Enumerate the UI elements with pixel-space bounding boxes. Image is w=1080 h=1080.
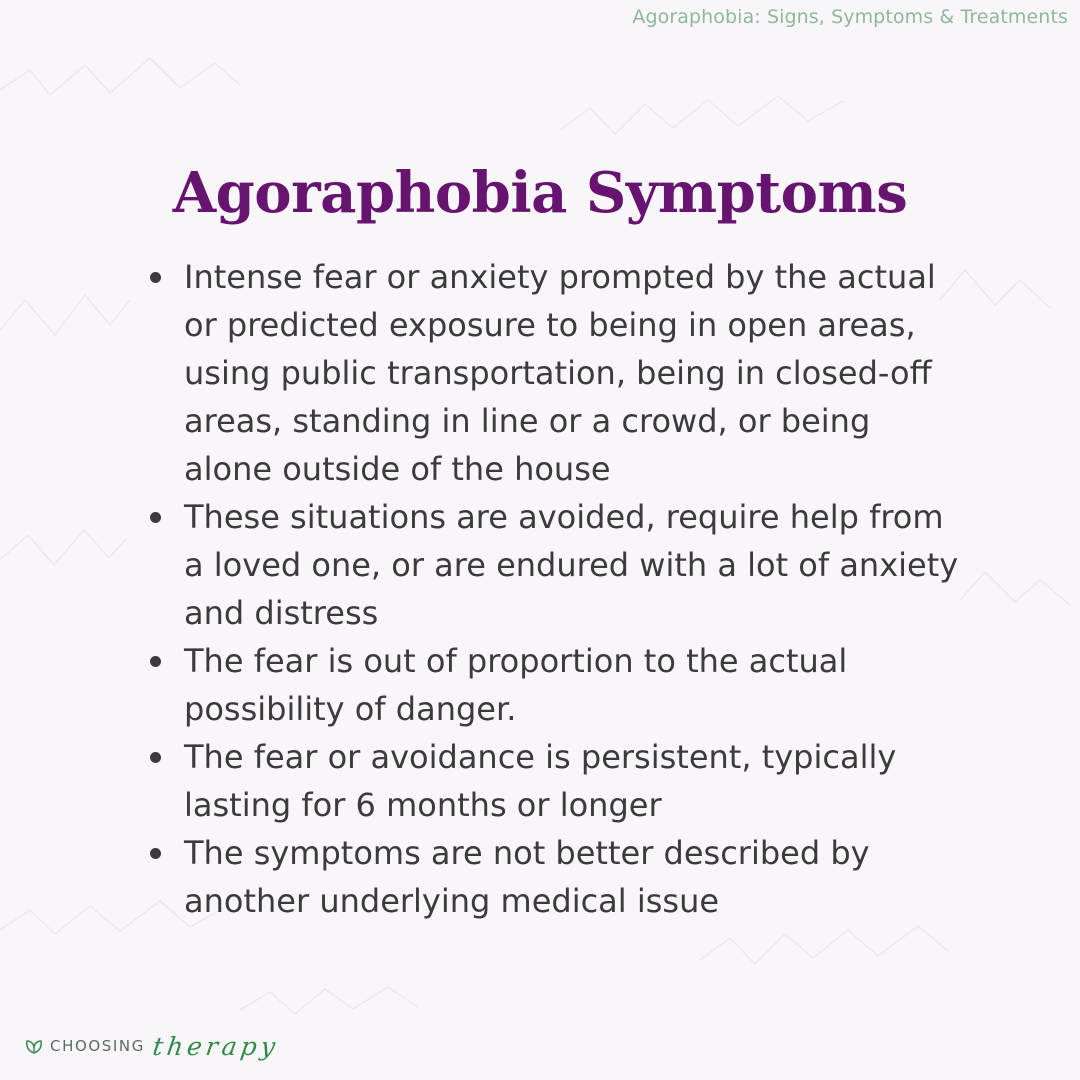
list-item-text: Intense fear or anxiety prompted by the actual or predicted exposure to being in open areas, using public transportation, being in closed-off areas, standing in line or a crowd, or being alone outside of the house [184,258,936,488]
list-item [150,733,965,829]
list-item-text: The fear or avoidance is persistent, typically lasting for 6 months or longer [184,738,897,824]
page-title: Agoraphobia Symptoms [172,160,908,226]
bullet-icon [150,272,161,283]
header-caption: Agoraphobia: Signs, Symptoms & Treatments [632,6,1068,28]
list-item-text: These situations are avoided, require help from a loved one, or are endured with a lot of anxiety and distress [184,498,959,632]
bullet-icon [150,752,161,763]
brand-name-choosing: CHOOSING [50,1037,145,1055]
brand-name-therapy: therapy [150,1031,281,1061]
symptom-list [150,253,965,925]
leaf-icon [24,1036,44,1056]
bullet-icon [150,656,161,667]
bullet-icon [150,512,161,523]
list-item [150,253,965,493]
list-item [150,829,965,925]
list-item [150,637,965,733]
bullet-icon [150,848,161,859]
list-item-text: The fear is out of proportion to the actual possibility of danger. [184,642,848,728]
list-item-text: The symptoms are not better described by another underlying medical issue [184,834,870,920]
list-item [150,493,965,637]
brand-logo [24,1030,279,1062]
